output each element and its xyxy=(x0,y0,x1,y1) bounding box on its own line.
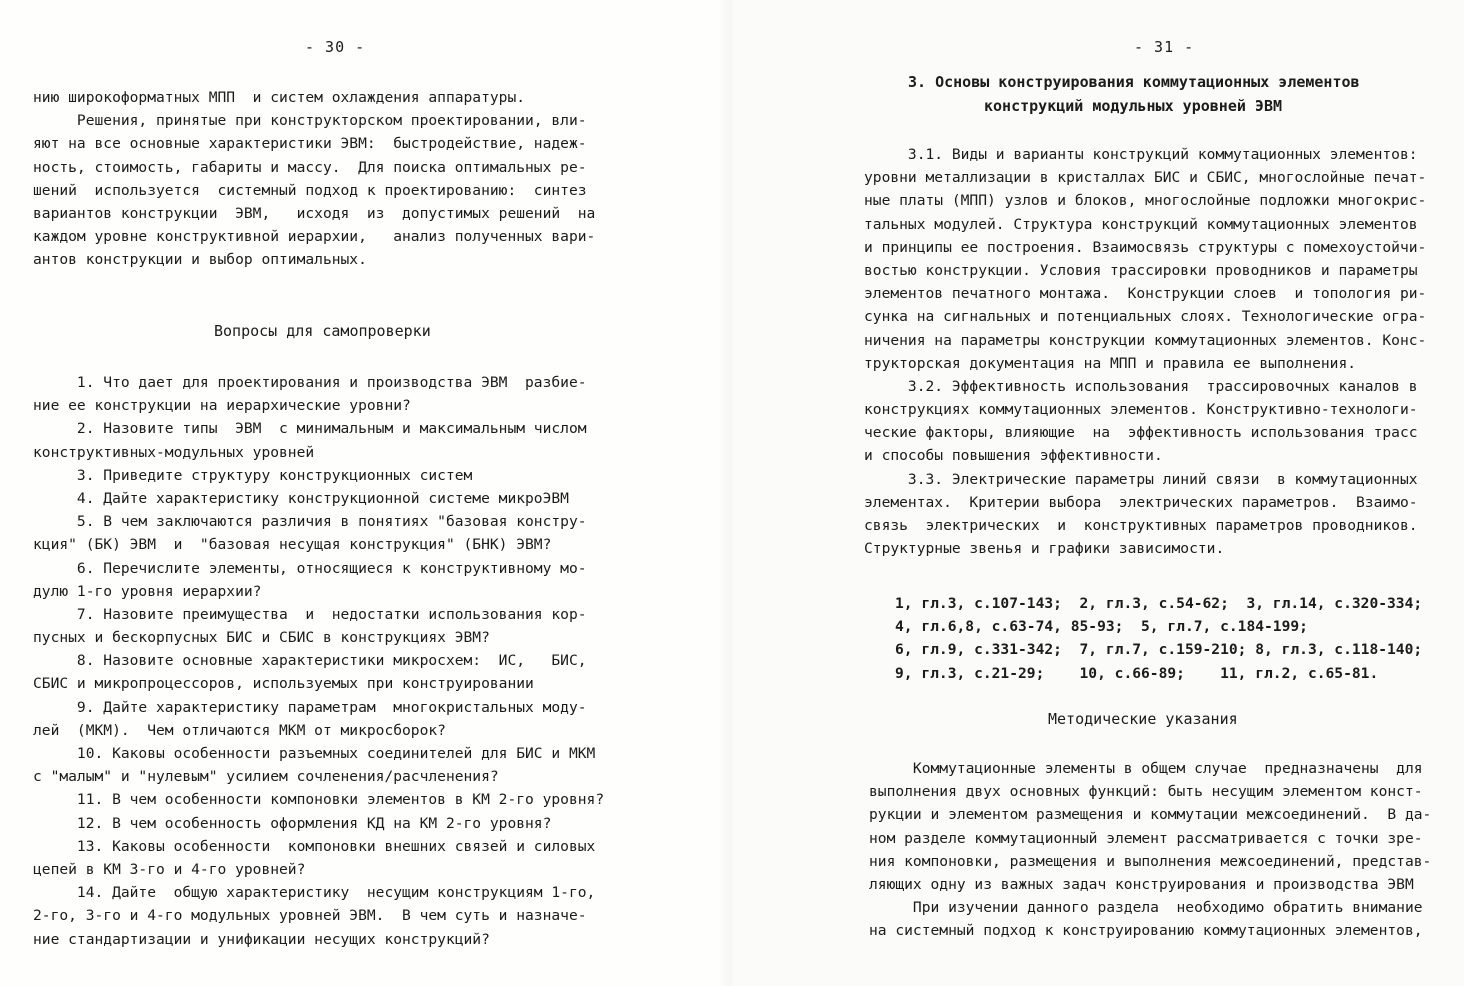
topics-paragraph xyxy=(864,143,1426,560)
text-line: 3.2. Эффективность использования трассировочных каналов в xyxy=(864,377,1418,395)
text-line: ничения на параметры конструкции коммутационных элементов. Конс- xyxy=(864,331,1427,349)
text-line: 8. Назовите основные характеристики микросхем: ИС, БИС, xyxy=(33,652,587,670)
text-line: 10. Каковы особенности разъемных соединителей для БИС и МКМ xyxy=(33,745,596,762)
text-line: элементов печатного монтажа. Конструкции слоев и топология ри- xyxy=(864,285,1427,303)
text-line: яют на все основные характеристики ЭВМ: быстродействие, надеж- xyxy=(33,135,587,153)
text-line: 9, гл.3, с.21-29; 10, с.66-89; 11, гл.2, с.65-81. xyxy=(895,664,1379,682)
page-number: - 30 - xyxy=(305,38,366,56)
text-line: Структурные звенья и графики зависимости. xyxy=(864,540,1225,558)
right-page xyxy=(732,0,1464,986)
text-line: шений используется системный подход к проектированию: синтез xyxy=(33,181,587,199)
text-line: ние ее конструкции на иерархические уровни? xyxy=(33,397,411,415)
text-line: конструктивных-модульных уровней xyxy=(33,443,315,461)
text-line: 13. Каковы особенности компоновки внешних связей и силовых xyxy=(33,837,596,855)
text-line: ном разделе коммутационный элемент рассматривается с точки зре- xyxy=(869,829,1423,847)
text-line: 9. Дайте характеристику параметрам многокристальных моду- xyxy=(33,698,587,716)
text-line: вариантов конструкции ЭВМ, исходя из допустимых решений на xyxy=(33,204,596,222)
text-line: 3. Приведите структуру конструкционных систем xyxy=(33,466,473,484)
text-line: Коммутационные элементы в общем случае предназначены для xyxy=(869,760,1423,777)
text-line: 4, гл.6,8, с.63-74, 85-93; 5, гл.7, с.184-199; xyxy=(895,618,1308,636)
text-line: 1. Что дает для проектирования и производства ЭВМ разбие- xyxy=(33,374,587,391)
text-line: 3.3. Электрические параметры линий связи в коммутационных xyxy=(864,470,1418,488)
text-line: и принципы ее построения. Взаимосвязь структуры с помехоустойчи- xyxy=(864,238,1427,256)
method-heading: Методические указания xyxy=(1048,710,1238,728)
section-title-line: 3. Основы конструирования коммутационных элементов xyxy=(908,73,1360,91)
text-line: ческие факторы, влияющие на эффективность использования трасс xyxy=(864,424,1418,442)
text-line: тальных модулей. Структура конструкций коммутационных элементов xyxy=(864,215,1418,233)
text-line: 4. Дайте характеристику конструкционной системе микроЭВМ xyxy=(33,489,569,507)
text-line: уровни металлизации в кристаллах БИС и СБИС, многослойные печат- xyxy=(864,169,1427,187)
text-line: цепей в КМ 3-го и 4-го уровней? xyxy=(33,860,306,878)
text-line: 3.1. Виды и варианты конструкций коммутационных элементов: xyxy=(864,146,1418,163)
text-line: ность, стоимость, габариты и массу. Для поиска оптимальных ре- xyxy=(33,158,587,176)
text-line: 2-го, 3-го и 4-го модульных уровней ЭВМ. В чем суть и назначе- xyxy=(33,907,587,925)
text-line: сунка на сигнальных и потенциальных слоях. Технологические огра- xyxy=(864,308,1427,326)
text-line: нию широкоформатных МПП и систем охлаждения аппаратуры. xyxy=(33,89,526,106)
text-line: пусных и бескорпусных БИС и СБИС в конструкциях ЭВМ? xyxy=(33,629,490,647)
text-line: 6. Перечислите элементы, относящиеся к конструктивному мо- xyxy=(33,559,587,577)
text-line: кция" (БК) ЭВМ и "базовая несущая конструкция" (БНК) ЭВМ? xyxy=(33,536,552,554)
text-line: и способы повышения эффективности. xyxy=(864,447,1163,465)
section-title xyxy=(732,70,1464,118)
text-line: ные платы (МПП) узлов и блоков, многослойные подложки многокрис- xyxy=(864,192,1427,210)
references-list xyxy=(895,592,1422,685)
intro-paragraph xyxy=(33,86,595,272)
text-line: связь электрических и конструктивных параметров проводников. xyxy=(864,517,1418,534)
text-line: востью конструкции. Условия трассировки проводников и параметры xyxy=(864,261,1418,279)
text-line: 5. В чем заключаются различия в понятиях "базовая констру- xyxy=(33,513,587,531)
text-line: дулю 1-го уровня иерархии? xyxy=(33,582,262,600)
text-line: 12. В чем особенность оформления КД на КМ 2-го уровня? xyxy=(33,814,552,832)
text-line: на системный подход к конструированию коммутационных элементов, xyxy=(869,922,1423,940)
text-line: рукции и элементом размещения и коммутации межсоединений. В да- xyxy=(869,806,1432,824)
text-line: ляющих одну из важных задач конструирования и производства ЭВМ xyxy=(869,875,1414,893)
page-number: - 31 - xyxy=(1134,38,1195,56)
text-line: лей (МКМ). Чем отличаются МКМ от микросборок? xyxy=(33,721,446,739)
text-line: 1, гл.3, с.107-143; 2, гл.3, с.54-62; 3, гл.14, с.320-334; xyxy=(895,595,1423,612)
text-line: каждом уровне конструктивной иерархии, анализ полученных вари- xyxy=(33,228,596,246)
text-line: ние стандартизации и унификации несущих конструкций? xyxy=(33,930,490,948)
text-line: ния компоновки, размещения и выполнения межсоединений, представ- xyxy=(869,852,1432,870)
text-line: с "малым" и "нулевым" усилием сочленения/расчленения? xyxy=(33,768,499,786)
text-line: выполнения двух основных функций: быть несущим элементом конст- xyxy=(869,783,1423,801)
text-line: 11. В чем особенности компоновки элементов в КМ 2-го уровня? xyxy=(33,791,605,809)
questions-list xyxy=(33,371,604,951)
text-line: 2. Назовите типы ЭВМ с минимальным и максимальным числом xyxy=(33,420,587,438)
text-line: антов конструкции и выбор оптимальных. xyxy=(33,251,367,269)
section-title-line: конструкций модульных уровней ЭВМ xyxy=(984,97,1283,115)
text-line: Решения, принятые при конструкторском проектировании, вли- xyxy=(33,112,587,130)
method-paragraph xyxy=(869,757,1431,943)
text-line: При изучении данного раздела необходимо обратить внимание xyxy=(869,899,1423,917)
text-line: конструкциях коммутационных элементов. Конструктивно-технологи- xyxy=(864,401,1418,419)
text-line: 6, гл.9, с.331-342; 7, гл.7, с.159-210; 8, гл.3, с.118-140; xyxy=(895,641,1423,659)
text-line: элементах. Критерии выбора электрических параметров. Взаимо- xyxy=(864,493,1418,511)
section-heading: Вопросы для самопроверки xyxy=(214,322,431,340)
text-line: трукторская документация на МПП и правила ее выполнения. xyxy=(864,354,1357,372)
text-line: 14. Дайте общую характеристику несущим конструкциям 1-го, xyxy=(33,884,596,902)
text-line: 7. Назовите преимущества и недостатки использования кор- xyxy=(33,605,587,623)
text-line: СБИС и микропроцессоров, используемых при конструировании xyxy=(33,675,534,693)
